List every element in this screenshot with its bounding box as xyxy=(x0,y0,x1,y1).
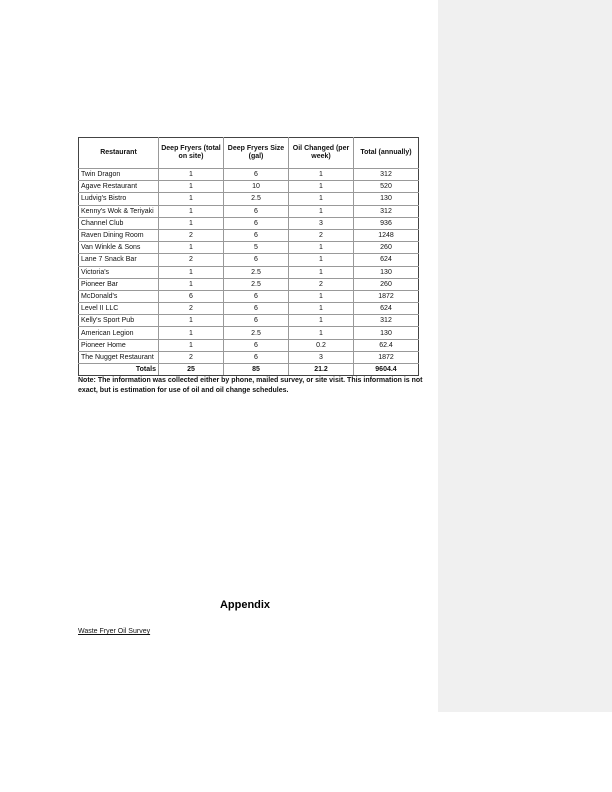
restaurant-cell: Raven Dining Room xyxy=(79,229,159,241)
value-cell: 936 xyxy=(354,217,419,229)
value-cell: 1 xyxy=(159,169,224,181)
value-cell: 1 xyxy=(159,205,224,217)
table-row xyxy=(79,205,419,217)
value-cell: 1 xyxy=(289,169,354,181)
restaurant-cell: Victoria's xyxy=(79,266,159,278)
table-row xyxy=(79,169,419,181)
value-cell: 2 xyxy=(159,303,224,315)
value-cell: 1248 xyxy=(354,229,419,241)
value-cell: 1 xyxy=(289,327,354,339)
restaurant-cell: Twin Dragon xyxy=(79,169,159,181)
value-cell: 1 xyxy=(159,193,224,205)
restaurant-cell: Totals xyxy=(79,364,159,376)
column-header: Restaurant xyxy=(79,138,159,169)
value-cell: 1 xyxy=(159,266,224,278)
table-row xyxy=(79,229,419,241)
restaurant-cell: The Nugget Restaurant xyxy=(79,351,159,363)
value-cell: 6 xyxy=(159,290,224,302)
table-row xyxy=(79,254,419,266)
value-cell: 2.5 xyxy=(224,327,289,339)
value-cell: 3 xyxy=(289,217,354,229)
value-cell: 6 xyxy=(224,303,289,315)
value-cell: 624 xyxy=(354,254,419,266)
value-cell: 6 xyxy=(224,290,289,302)
value-cell: 1 xyxy=(289,242,354,254)
value-cell: 5 xyxy=(224,242,289,254)
table-row xyxy=(79,242,419,254)
value-cell: 1 xyxy=(159,339,224,351)
table-row xyxy=(79,266,419,278)
value-cell: 130 xyxy=(354,327,419,339)
restaurant-cell: Level II LLC xyxy=(79,303,159,315)
value-cell: 1 xyxy=(159,327,224,339)
table-row xyxy=(79,327,419,339)
value-cell: 624 xyxy=(354,303,419,315)
restaurant-cell: Agave Restaurant xyxy=(79,181,159,193)
table-row xyxy=(79,290,419,302)
value-cell: 2.5 xyxy=(224,278,289,290)
column-header: Oil Changed (per week) xyxy=(289,138,354,169)
value-cell: 6 xyxy=(224,254,289,266)
value-cell: 1 xyxy=(159,278,224,290)
value-cell: 6 xyxy=(224,205,289,217)
value-cell: 6 xyxy=(224,315,289,327)
value-cell: 312 xyxy=(354,169,419,181)
table-row xyxy=(79,315,419,327)
value-cell: 6 xyxy=(224,351,289,363)
table-row xyxy=(79,278,419,290)
value-cell: 1 xyxy=(159,242,224,254)
value-cell: 2 xyxy=(289,278,354,290)
table-row xyxy=(79,339,419,351)
value-cell: 62.4 xyxy=(354,339,419,351)
value-cell: 1 xyxy=(289,315,354,327)
value-cell: 520 xyxy=(354,181,419,193)
restaurant-cell: Kelly's Sport Pub xyxy=(79,315,159,327)
value-cell: 2.5 xyxy=(224,193,289,205)
value-cell: 2 xyxy=(159,229,224,241)
column-header: Total (annually) xyxy=(354,138,419,169)
value-cell: 260 xyxy=(354,242,419,254)
column-header: Deep Fryers (total on site) xyxy=(159,138,224,169)
value-cell: 25 xyxy=(159,364,224,376)
table-row xyxy=(79,351,419,363)
value-cell: 2 xyxy=(289,229,354,241)
restaurant-cell: Pioneer Home xyxy=(79,339,159,351)
value-cell: 260 xyxy=(354,278,419,290)
value-cell: 1 xyxy=(159,181,224,193)
appendix-heading: Appendix xyxy=(219,599,271,611)
restaurant-cell: Kenny's Wok & Teriyaki xyxy=(79,205,159,217)
restaurant-cell: Ludvig's Bistro xyxy=(79,193,159,205)
value-cell: 1872 xyxy=(354,351,419,363)
value-cell: 1 xyxy=(289,290,354,302)
value-cell: 1 xyxy=(289,303,354,315)
value-cell: 85 xyxy=(224,364,289,376)
value-cell: 312 xyxy=(354,205,419,217)
value-cell: 2 xyxy=(159,351,224,363)
table-note: Note: The information was collected either by phone, mailed survey, or site visit. This information is not exact, but is estimation for use of oil and oil change schedules. xyxy=(78,377,423,394)
value-cell: 1 xyxy=(289,205,354,217)
value-cell: 6 xyxy=(224,217,289,229)
value-cell: 10 xyxy=(224,181,289,193)
waste-fryer-oil-survey-link[interactable]: Waste Fryer Oil Survey xyxy=(78,628,151,635)
table-row xyxy=(79,193,419,205)
value-cell: 6 xyxy=(224,229,289,241)
value-cell: 130 xyxy=(354,266,419,278)
value-cell: 312 xyxy=(354,315,419,327)
value-cell: 130 xyxy=(354,193,419,205)
value-cell: 1 xyxy=(289,193,354,205)
value-cell: 9604.4 xyxy=(354,364,419,376)
value-cell: 6 xyxy=(224,339,289,351)
value-cell: 1 xyxy=(289,266,354,278)
value-cell: 1872 xyxy=(354,290,419,302)
restaurant-cell: American Legion xyxy=(79,327,159,339)
restaurant-cell: McDonald's xyxy=(79,290,159,302)
totals-row xyxy=(79,364,419,376)
table-row xyxy=(79,217,419,229)
value-cell: 2 xyxy=(159,254,224,266)
value-cell: 1 xyxy=(159,315,224,327)
value-cell: 6 xyxy=(224,169,289,181)
restaurant-cell: Lane 7 Snack Bar xyxy=(79,254,159,266)
table-row xyxy=(79,303,419,315)
value-cell: 3 xyxy=(289,351,354,363)
value-cell: 2.5 xyxy=(224,266,289,278)
restaurant-cell: Van Winkle & Sons xyxy=(79,242,159,254)
fryer-oil-table xyxy=(78,137,419,376)
value-cell: 1 xyxy=(159,217,224,229)
restaurant-cell: Channel Club xyxy=(79,217,159,229)
value-cell: 1 xyxy=(289,181,354,193)
value-cell: 0.2 xyxy=(289,339,354,351)
value-cell: 21.2 xyxy=(289,364,354,376)
column-header: Deep Fryers Size (gal) xyxy=(224,138,289,169)
table-row xyxy=(79,181,419,193)
value-cell: 1 xyxy=(289,254,354,266)
restaurant-cell: Pioneer Bar xyxy=(79,278,159,290)
